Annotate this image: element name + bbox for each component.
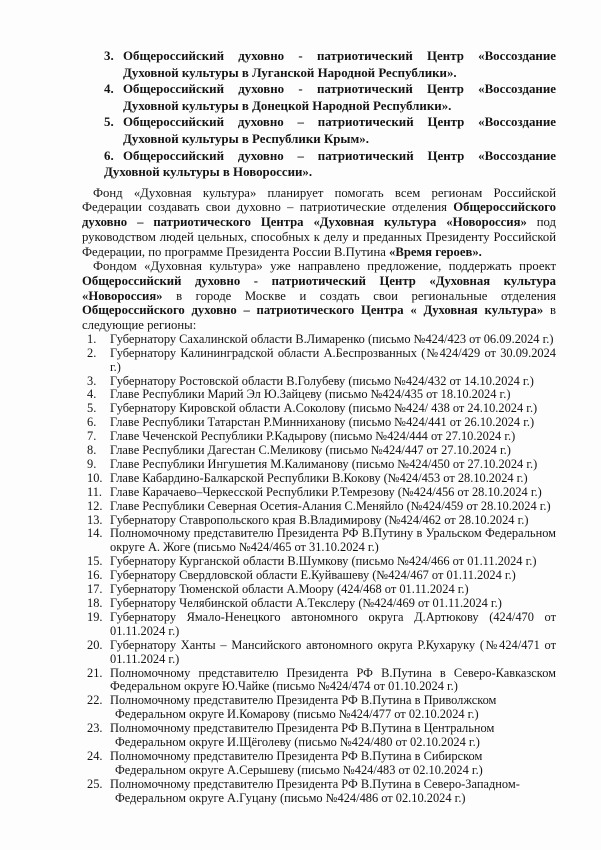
item-number: 16.: [87, 568, 103, 583]
item-number: 8.: [87, 443, 97, 458]
item-number: 5.: [87, 401, 97, 416]
item-text: Общероссийский духовно – патриотический Центр «Воссоздание Духовной культуры в Новороссии».: [104, 148, 556, 180]
item-number: 6.: [104, 148, 114, 163]
center-list-item: [82, 114, 556, 147]
item-text: Губернатору Калининградской области А.Беспрозванных (№424/429 от 30.09.2024 г.): [110, 345, 556, 374]
region-list-item: [82, 555, 556, 569]
item-number: 3.: [104, 49, 114, 63]
item-number: 7.: [87, 429, 97, 444]
item-text-line2: Федеральном округе И.Комарову (письмо №424/477 от 02.10.2024 г.): [115, 707, 479, 722]
item-text: Губернатору Ямало-Ненецкого автономного округа Д.Артюкову (424/470 от 01.11.2024 г.): [110, 609, 556, 638]
item-number: 15.: [87, 554, 103, 569]
item-number: 10.: [87, 470, 103, 485]
item-text: Общероссийский духовно - патриотический Центр «Воссоздание Духовной культуры в Донецкой Народной Республики».: [123, 82, 556, 113]
item-text: Губернатору Челябинской области А.Текслеру (№424/469 от 01.11.2024 г.): [110, 596, 502, 610]
item-text: Полномочному представителю Президента РФ В.Путину в Уральском Федеральном округе А. Жоге (письмо №424/465 от 31.10.2024 г.): [110, 526, 556, 555]
region-list-item: [82, 611, 556, 639]
item-text: Главе Республики Дагестан С.Меликову (письмо №424/447 от 27.10.2024 г.): [110, 443, 511, 458]
item-number: 14.: [87, 526, 103, 541]
item-text: Губернатору Ханты – Мансийского автономного округа Р.Кухаруку (№424/471 от 01.11.2024 г.): [110, 637, 556, 666]
item-number: 24.: [87, 748, 103, 763]
item-number: 20.: [87, 637, 103, 652]
center-list-item: [82, 48, 556, 81]
item-number: 9.: [87, 456, 97, 471]
region-list-item: [82, 333, 556, 347]
region-list-item: [82, 430, 556, 444]
region-list: [82, 333, 556, 806]
item-text-line2: Федеральном округе А.Гуцану (письмо №424/486 от 02.10.2024 г.): [115, 790, 466, 805]
item-text-line2: Федеральном округе И.Щёголеву (письмо №424/480 от 02.10.2024 г.): [115, 735, 480, 750]
text-run: Общероссийский духовно - патриотический Центр «Духовная культура «Новороссия»: [82, 273, 556, 303]
center-list-item: [82, 148, 556, 181]
item-text: Главе Кабардино-Балкарской Республики В.Кокову (№424/453 от 28.10.2024 г.): [110, 470, 528, 485]
item-number: 19.: [87, 609, 103, 624]
region-list-item: [82, 375, 556, 389]
item-text: Губернатору Свердловской области Е.Куйвашеву (№424/467 от 01.11.2024 г.): [110, 568, 516, 583]
item-text: Губернатору Курганской области В.Шумкову (письмо №424/466 от 01.11.2024 г.): [110, 554, 537, 569]
item-number: 3.: [87, 373, 97, 388]
item-text: Главе Чеченской Республики Р.Кадырову (письмо №424/444 от 27.10.2024 г.): [110, 429, 516, 444]
center-list: [82, 48, 556, 181]
item-text: Губернатору Ростовской области В.Голубеву (письмо №424/432 от 14.10.2024 г.): [110, 373, 534, 388]
item-text: Полномочному представителю Президента РФ В.Путина в Северо-Западном-: [110, 776, 520, 791]
region-list-item: [82, 778, 556, 806]
item-number: 23.: [87, 721, 103, 736]
text-run: Общероссийского духовно – патриотического Центра «Духовная культура «Новороссия»: [82, 200, 556, 230]
region-list-item: [82, 667, 556, 695]
item-number: 18.: [87, 596, 103, 610]
region-list-item: [82, 583, 556, 597]
item-text: Полномочному представителю Президента РФ В.Путина в Центральном: [110, 721, 495, 736]
region-list-item: [82, 569, 556, 583]
item-text: Полномочному представителю Президента РФ В.Путина в Приволжском: [110, 693, 497, 708]
region-list-item: [82, 750, 556, 778]
document-content: [82, 48, 556, 806]
item-number: 25.: [87, 776, 103, 791]
item-text: Главе Республики Ингушетия М.Калиманову (письмо №424/450 от 27.10.2024 г.): [110, 456, 538, 471]
item-number: 12.: [87, 498, 103, 513]
text-run: в следующие регионы:: [82, 303, 556, 333]
region-list-item: [82, 388, 556, 402]
text-run: «Время героев».: [389, 244, 482, 259]
item-number: 4.: [87, 387, 97, 402]
item-text: Губернатору Ставропольского края В.Владимирову (№424/462 от 28.10.2024 г.): [110, 512, 529, 527]
region-list-item: [82, 444, 556, 458]
text-run: Общероссийского духовно – патриотического Центра « Духовная культура»: [82, 303, 544, 318]
item-number: 13.: [87, 512, 103, 527]
region-list-item: [82, 694, 556, 722]
region-list-item: [82, 458, 556, 472]
item-text: Главе Республики Северная Осетия-Алания С.Меняйло (№424/459 от 28.10.2024 г.): [110, 498, 551, 513]
region-list-item: [82, 402, 556, 416]
item-text: Губернатору Кировской области А.Соколову (письмо №424/ 438 от 24.10.2024 г.): [110, 401, 538, 416]
item-text: Полномочному представителю Президента РФ В.Путина в Северо-Кавказском Федеральном округе Ю.Чайке (письмо №424/474 от 01.10.2024 г.): [110, 665, 556, 694]
item-text: Главе Республики Марий Эл Ю.Зайцеву (письмо №424/435 от 18.10.2024 г.): [110, 387, 511, 402]
region-list-item: [82, 472, 556, 486]
item-text: Губернатору Сахалинской области В.Лимаренко (письмо №424/423 от 06.09.2024 г.): [110, 331, 554, 346]
region-list-item: [82, 416, 556, 430]
item-number: 2.: [87, 345, 97, 360]
region-list-item: [82, 486, 556, 500]
item-text-line2: Федеральном округе А.Серышеву (письмо №424/483 от 02.10.2024 г.): [115, 762, 483, 777]
item-number: 22.: [87, 693, 103, 708]
text-run: под руководством людей цельных, способных к делу и преданных Президенту Российской Федерации, по программе Президента России В.Путина: [82, 215, 556, 259]
region-list-item: [82, 722, 556, 750]
region-list-item: [82, 514, 556, 528]
item-text: Общероссийский духовно - патриотический Центр «Воссоздание Духовной культуры в Луганской Народной Республики».: [123, 49, 556, 80]
text-run: Фонд «Духовная культура» планирует помогать всем регионам Российской Федерации создавать свои духовно – патриотические отделения: [82, 185, 556, 215]
body-paragraphs: [82, 186, 556, 333]
text-run: в городе Москве и создать свои региональные отделения: [162, 288, 556, 303]
item-number: 6.: [87, 415, 97, 430]
item-number: 4.: [104, 82, 114, 97]
item-text: Общероссийский духовно – патриотический Центр «Воссоздание Духовной культуры в Республики Крым».: [123, 115, 556, 146]
item-text: Полномочному представителю Президента РФ В.Путина в Сибирском: [110, 748, 483, 763]
region-list-item: [82, 347, 556, 375]
text-run: Фондом «Духовная культура» уже направлено предложение, поддержать проект: [93, 259, 556, 274]
paragraph: [82, 186, 556, 260]
item-text: Главе Карачаево–Черкесской Республики Р.Темрезову (№424/456 от 28.10.2024 г.): [110, 484, 542, 499]
item-number: 1.: [87, 331, 97, 346]
paragraph: [82, 259, 556, 333]
region-list-item: [82, 527, 556, 555]
center-list-item: [82, 81, 556, 114]
item-number: 21.: [87, 665, 103, 680]
item-number: 11.: [87, 484, 103, 499]
item-text: Главе Республики Татарстан Р.Минниханову (письмо №424/441 от 26.10.2024 г.): [110, 415, 535, 430]
item-number: 5.: [104, 115, 114, 130]
region-list-item: [82, 639, 556, 667]
region-list-item: [82, 597, 556, 611]
item-text: Губернатору Тюменской области А.Моору (424/468 от 01.11.2024 г.): [110, 582, 469, 597]
region-list-item: [82, 500, 556, 514]
item-number: 17.: [87, 582, 103, 597]
